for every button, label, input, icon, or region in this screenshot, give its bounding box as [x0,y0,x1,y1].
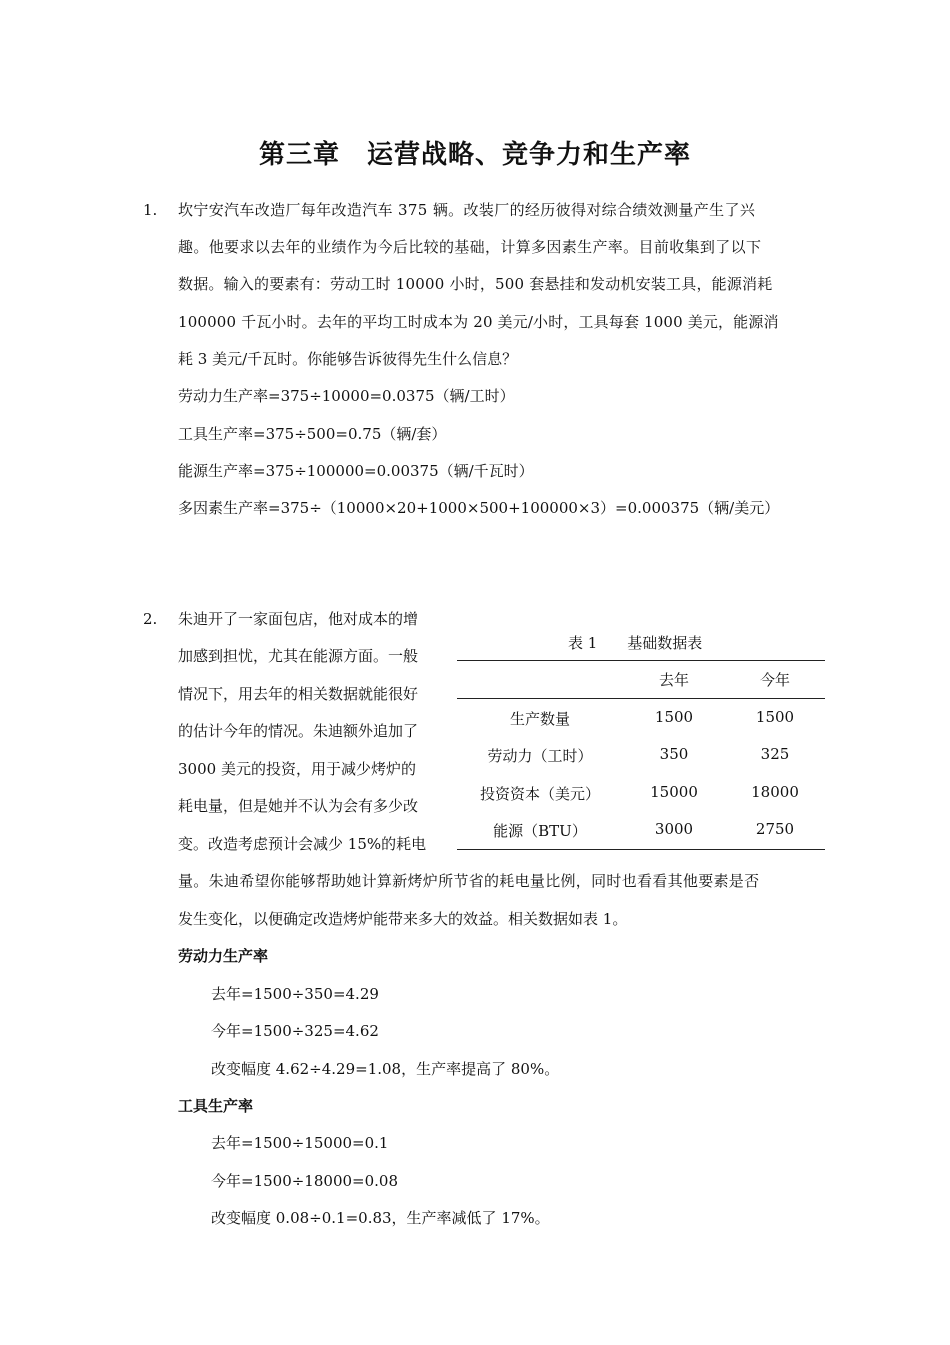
question-2-line: 耗电量，但是她并不认为会有多少改 [178,797,419,815]
question-1-answer: 劳动力生产率=375÷10000=0.0375（辆/工时） [178,387,515,405]
labor-calc-line: 改变幅度 4.62÷4.29=1.08，生产率提高了 80%。 [211,1060,560,1078]
table-cell-this-year: 325 [760,745,790,763]
table-header-last-year: 去年 [658,671,689,689]
question-2-line: 发生变化，以便确定改造烤炉能带来多大的效益。相关数据如表 1。 [178,910,628,928]
tool-calc-line: 今年=1500÷18000=0.08 [211,1172,398,1190]
question-2-line: 朱迪开了一家面包店，他对成本的增 [178,610,419,628]
question-1-answer: 多因素生产率=375÷（10000×20+1000×500+100000×3）=0.000375（辆/美元） [178,499,780,517]
question-1-line: 数据。输入的要素有：劳动工时 10000 小时，500 套悬挂和发动机安装工具，能源消耗 [178,275,773,293]
table-cell-last-year: 3000 [654,820,694,838]
table-row-label: 劳动力（工时） [487,747,593,765]
table-row-label: 生产数量 [509,710,570,728]
question-2-line: 变。改造考虑预计会减少 15%的耗电 [178,835,427,853]
table-row-label: 投资资本（美元） [479,785,600,803]
table-bottom-rule [457,849,825,850]
question-1-line: 坎宁安汽车改造厂每年改造汽车 375 辆。改装厂的经历彼得对综合绩效测量产生了兴 [178,201,756,219]
table-cell-last-year: 1500 [654,708,694,726]
question-1-line: 耗 3 美元/千瓦时。你能够告诉彼得先生什么信息？ [178,350,518,368]
labor-productivity-heading: 劳动力生产率 [178,947,269,965]
question-2-line: 量。朱迪希望你能够帮助她计算新烤炉所节省的耗电量比例，同时也看看其他要素是否 [178,872,760,890]
tool-calc-line: 去年=1500÷15000=0.1 [211,1134,389,1152]
table-caption: 表 1 基础数据表 [568,634,703,652]
question-1-number: 1. [143,201,158,219]
question-2-line: 3000 美元的投资，用于减少烤炉的 [178,760,416,778]
table-row-label: 能源（BTU） [493,822,587,840]
question-2-line: 情况下，用去年的相关数据就能很好 [178,685,419,703]
tool-productivity-heading: 工具生产率 [178,1097,254,1115]
question-1-line: 趣。他要求以去年的业绩作为今后比较的基础，计算多因素生产率。目前收集到了以下 [178,238,762,256]
table-cell-this-year: 2750 [755,820,795,838]
table-header-rule [457,698,825,699]
question-2-line: 加感到担忧，尤其在能源方面。一般 [178,647,419,665]
table-top-rule [457,660,825,661]
table-header-this-year: 今年 [759,671,790,689]
question-2-number: 2. [143,610,158,628]
table-cell-last-year: 350 [659,745,689,763]
table-cell-last-year: 15000 [650,783,698,801]
question-2-line: 的估计今年的情况。朱迪额外追加了 [178,722,419,740]
question-1-line: 100000 千瓦小时。去年的平均工时成本为 20 美元/小时，工具每套 1000 美元，能源消 [178,313,779,331]
labor-calc-line: 去年=1500÷350=4.29 [211,985,379,1003]
labor-calc-line: 今年=1500÷325=4.62 [211,1022,379,1040]
question-1-answer: 能源生产率=375÷100000=0.00375（辆/千瓦时） [178,462,534,480]
table-cell-this-year: 18000 [751,783,799,801]
table-cell-this-year: 1500 [755,708,795,726]
question-1-answer: 工具生产率=375÷500=0.75（辆/套） [178,425,447,443]
page-title: 第三章 运营战略、竞争力和生产率 [258,140,691,170]
tool-calc-line: 改变幅度 0.08÷0.1=0.83，生产率减低了 17%。 [211,1209,550,1227]
